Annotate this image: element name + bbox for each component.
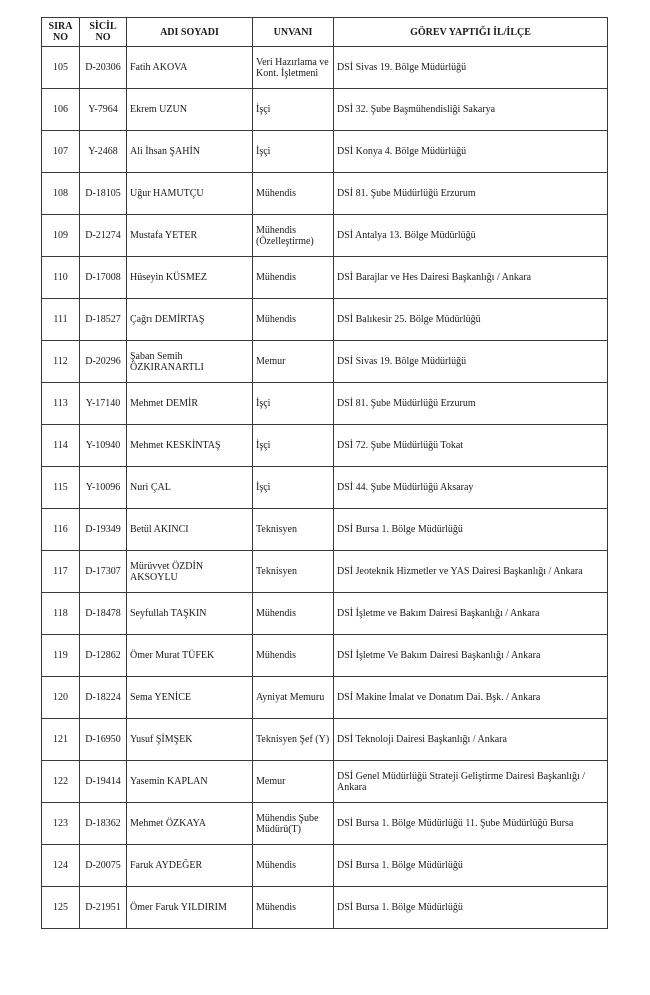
row-title: Mühendis — [253, 635, 334, 677]
row-place: DSİ Bursa 1. Bölge Müdürlüğü 11. Şube Müdürlüğü Bursa — [334, 803, 608, 845]
row-sicil: D-20075 — [80, 845, 127, 887]
row-title: Mühendis — [253, 299, 334, 341]
table-row — [42, 593, 608, 635]
row-number: 105 — [42, 47, 80, 89]
row-number: 112 — [42, 341, 80, 383]
row-name: Betül AKINCI — [127, 509, 253, 551]
row-place: DSİ Barajlar ve Hes Dairesi Başkanlığı / Ankara — [334, 257, 608, 299]
row-name: Sema YENİCE — [127, 677, 253, 719]
table-row — [42, 761, 608, 803]
row-number: 122 — [42, 761, 80, 803]
row-sicil: D-16950 — [80, 719, 127, 761]
row-place: DSİ Balıkesir 25. Bölge Müdürlüğü — [334, 299, 608, 341]
row-name: Faruk AYDEĞER — [127, 845, 253, 887]
row-sicil: Y-10940 — [80, 425, 127, 467]
row-title: Mühendis — [253, 173, 334, 215]
table-row — [42, 803, 608, 845]
row-number: 108 — [42, 173, 80, 215]
row-sicil: Y-17140 — [80, 383, 127, 425]
row-title: Memur — [253, 341, 334, 383]
row-number: 118 — [42, 593, 80, 635]
table-row — [42, 257, 608, 299]
row-place: DSİ Sivas 19. Bölge Müdürlüğü — [334, 341, 608, 383]
row-number: 111 — [42, 299, 80, 341]
row-place: DSİ Makine İmalat ve Donatım Dai. Bşk. / Ankara — [334, 677, 608, 719]
row-place: DSİ 81. Şube Müdürlüğü Erzurum — [334, 383, 608, 425]
table-row — [42, 467, 608, 509]
header-sicil: SİCİL NO — [80, 18, 127, 47]
row-title: Memur — [253, 761, 334, 803]
table-row — [42, 299, 608, 341]
row-number: 121 — [42, 719, 80, 761]
row-title: İşçi — [253, 425, 334, 467]
table-row — [42, 89, 608, 131]
row-name: Uğur HAMUTÇU — [127, 173, 253, 215]
row-name: Çağrı DEMİRTAŞ — [127, 299, 253, 341]
row-number: 117 — [42, 551, 80, 593]
row-place: DSİ İşletme ve Bakım Dairesi Başkanlığı / Ankara — [334, 593, 608, 635]
table-row — [42, 383, 608, 425]
row-place: DSİ Sivas 19. Bölge Müdürlüğü — [334, 47, 608, 89]
row-name: Nuri ÇAL — [127, 467, 253, 509]
row-place: DSİ İşletme Ve Bakım Dairesi Başkanlığı / Ankara — [334, 635, 608, 677]
row-sicil: D-12862 — [80, 635, 127, 677]
row-place: DSİ Bursa 1. Bölge Müdürlüğü — [334, 845, 608, 887]
row-title: İşçi — [253, 383, 334, 425]
row-sicil: D-17307 — [80, 551, 127, 593]
table-body — [42, 47, 608, 929]
table-row — [42, 131, 608, 173]
row-place: DSİ Bursa 1. Bölge Müdürlüğü — [334, 509, 608, 551]
table-row — [42, 551, 608, 593]
row-number: 124 — [42, 845, 80, 887]
header-name: ADI SOYADI — [127, 18, 253, 47]
row-sicil: D-18224 — [80, 677, 127, 719]
row-sicil: D-18478 — [80, 593, 127, 635]
row-title: Mühendis — [253, 257, 334, 299]
row-name: Seyfullah TAŞKIN — [127, 593, 253, 635]
row-name: Fatih AKOVA — [127, 47, 253, 89]
row-number: 115 — [42, 467, 80, 509]
row-number: 123 — [42, 803, 80, 845]
row-name: Yusuf ŞİMŞEK — [127, 719, 253, 761]
row-name: Mustafa YETER — [127, 215, 253, 257]
row-sicil: D-18105 — [80, 173, 127, 215]
row-number: 116 — [42, 509, 80, 551]
row-sicil: Y-7964 — [80, 89, 127, 131]
header-row — [42, 18, 608, 47]
row-place: DSİ Genel Müdürlüğü Strateji Geliştirme Dairesi Başkanlığı / Ankara — [334, 761, 608, 803]
row-sicil: Y-2468 — [80, 131, 127, 173]
table-row — [42, 845, 608, 887]
row-number: 125 — [42, 887, 80, 929]
row-name: Mehmet ÖZKAYA — [127, 803, 253, 845]
row-sicil: D-21274 — [80, 215, 127, 257]
row-title: Teknisyen Şef (Y) — [253, 719, 334, 761]
row-name: Mürüvvet ÖZDİN AKSOYLU — [127, 551, 253, 593]
row-name: Ömer Faruk YILDIRIM — [127, 887, 253, 929]
row-title: Mühendis — [253, 887, 334, 929]
table-row — [42, 509, 608, 551]
row-sicil: D-19349 — [80, 509, 127, 551]
personnel-table — [41, 17, 608, 929]
row-name: Mehmet DEMİR — [127, 383, 253, 425]
row-sicil: D-18362 — [80, 803, 127, 845]
table-row — [42, 677, 608, 719]
row-place: DSİ 32. Şube Başmühendisliği Sakarya — [334, 89, 608, 131]
row-place: DSİ Konya 4. Bölge Müdürlüğü — [334, 131, 608, 173]
row-place: DSİ Antalya 13. Bölge Müdürlüğü — [334, 215, 608, 257]
row-title: İşçi — [253, 89, 334, 131]
table-row — [42, 635, 608, 677]
row-sicil: Y-10096 — [80, 467, 127, 509]
table-row — [42, 215, 608, 257]
table-row — [42, 887, 608, 929]
row-name: Mehmet KESKİNTAŞ — [127, 425, 253, 467]
row-title: Mühendis — [253, 593, 334, 635]
row-name: Yasemin KAPLAN — [127, 761, 253, 803]
row-name: Ömer Murat TÜFEK — [127, 635, 253, 677]
row-sicil: D-21951 — [80, 887, 127, 929]
row-number: 120 — [42, 677, 80, 719]
row-place: DSİ Jeoteknik Hizmetler ve YAS Dairesi Başkanlığı / Ankara — [334, 551, 608, 593]
row-title: Teknisyen — [253, 509, 334, 551]
row-title: Teknisyen — [253, 551, 334, 593]
row-title: Ayniyat Memuru — [253, 677, 334, 719]
table-row — [42, 173, 608, 215]
row-sicil: D-20306 — [80, 47, 127, 89]
row-sicil: D-18527 — [80, 299, 127, 341]
row-title: İşçi — [253, 467, 334, 509]
row-title: Mühendis Şube Müdürü(T) — [253, 803, 334, 845]
row-place: DSİ 44. Şube Müdürlüğü Aksaray — [334, 467, 608, 509]
header-title: UNVANI — [253, 18, 334, 47]
row-title: Veri Hazırlama ve Kont. İşletmeni — [253, 47, 334, 89]
row-title: İşçi — [253, 131, 334, 173]
row-title: Mühendis — [253, 845, 334, 887]
table-row — [42, 47, 608, 89]
row-name: Hüseyin KÜSMEZ — [127, 257, 253, 299]
table-row — [42, 341, 608, 383]
row-sicil: D-19414 — [80, 761, 127, 803]
row-number: 119 — [42, 635, 80, 677]
row-number: 109 — [42, 215, 80, 257]
row-place: DSİ 72. Şube Müdürlüğü Tokat — [334, 425, 608, 467]
row-number: 113 — [42, 383, 80, 425]
row-sicil: D-17008 — [80, 257, 127, 299]
header-no: SIRA NO — [42, 18, 80, 47]
row-title: Mühendis (Özelleştirme) — [253, 215, 334, 257]
row-name: Ali İhsan ŞAHİN — [127, 131, 253, 173]
row-name: Ekrem UZUN — [127, 89, 253, 131]
row-number: 114 — [42, 425, 80, 467]
row-place: DSİ Bursa 1. Bölge Müdürlüğü — [334, 887, 608, 929]
row-name: Şaban Semih ÖZKIRANARTLI — [127, 341, 253, 383]
row-sicil: D-20296 — [80, 341, 127, 383]
row-number: 107 — [42, 131, 80, 173]
row-number: 106 — [42, 89, 80, 131]
header-place: GÖREV YAPTIĞI İL/İLÇE — [334, 18, 608, 47]
row-place: DSİ 81. Şube Müdürlüğü Erzurum — [334, 173, 608, 215]
row-number: 110 — [42, 257, 80, 299]
row-place: DSİ Teknoloji Dairesi Başkanlığı / Ankara — [334, 719, 608, 761]
table-row — [42, 425, 608, 467]
table-row — [42, 719, 608, 761]
